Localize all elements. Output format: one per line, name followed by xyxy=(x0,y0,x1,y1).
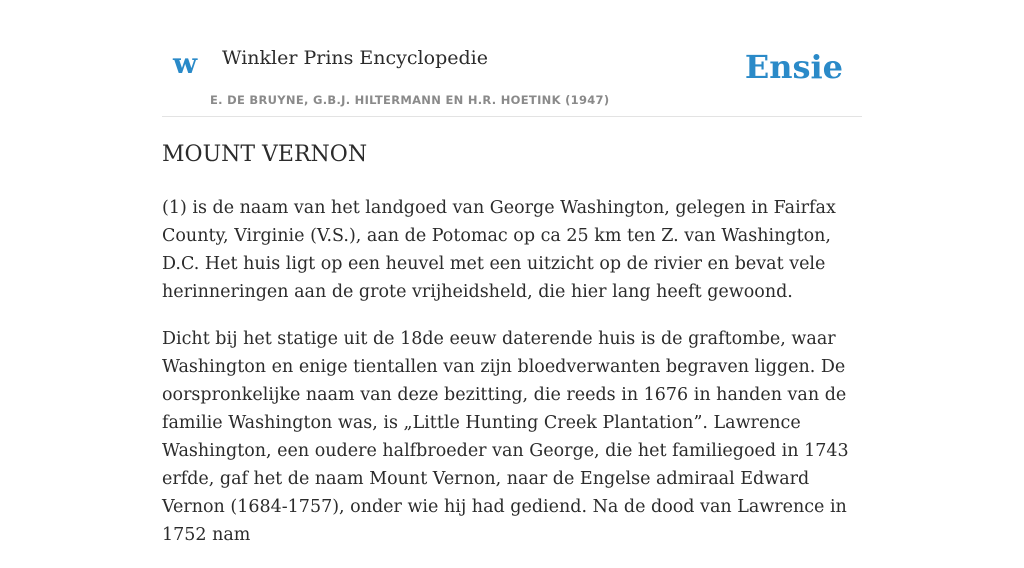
article-paragraph: (1) is de naam van het landgoed van George Washington, gelegen in Fairfax County, Virginie (V.S.), aan de Potomac op ca 25 km ten Z. van Washington, D.C. Het huis ligt op een heuvel met een uitzicht op de rivier en bevat vele herinneringen aan de grote vrijheidsheld, die hier lang heeft gewoond. xyxy=(162,198,836,302)
publication-header xyxy=(162,0,862,117)
publication-authors: E. DE BRUYNE, G.B.J. HILTERMANN EN H.R. HOETINK (1947) xyxy=(210,93,610,107)
publication-title-link[interactable]: Winkler Prins Encyclopedie xyxy=(222,47,488,69)
article-paragraph: Dicht bij het statige uit de 18de eeuw daterende huis is de graftombe, waar Washington en enige tientallen van zijn bloedverwanten begraven liggen. De oorspronkelijke naam van deze bezitting, die reeds in 1676 in handen van de familie Washington was, is „Little Hunting Creek Plantation”. Lawrence Washington, een oudere halfbroeder van George, die het familiegoed in 1743 erfde, gaf het de naam Mount Vernon, naar de Engelse admiraal Edward Vernon (1684-1757), onder wie hij had gediend. Na de dood van Lawrence in 1752 nam xyxy=(162,329,849,545)
article-title: MOUNT VERNON xyxy=(162,142,368,167)
ensie-brand-logo[interactable]: Ensie xyxy=(744,48,843,86)
winkler-prins-logo[interactable]: w xyxy=(173,47,198,80)
article-content xyxy=(162,138,862,568)
